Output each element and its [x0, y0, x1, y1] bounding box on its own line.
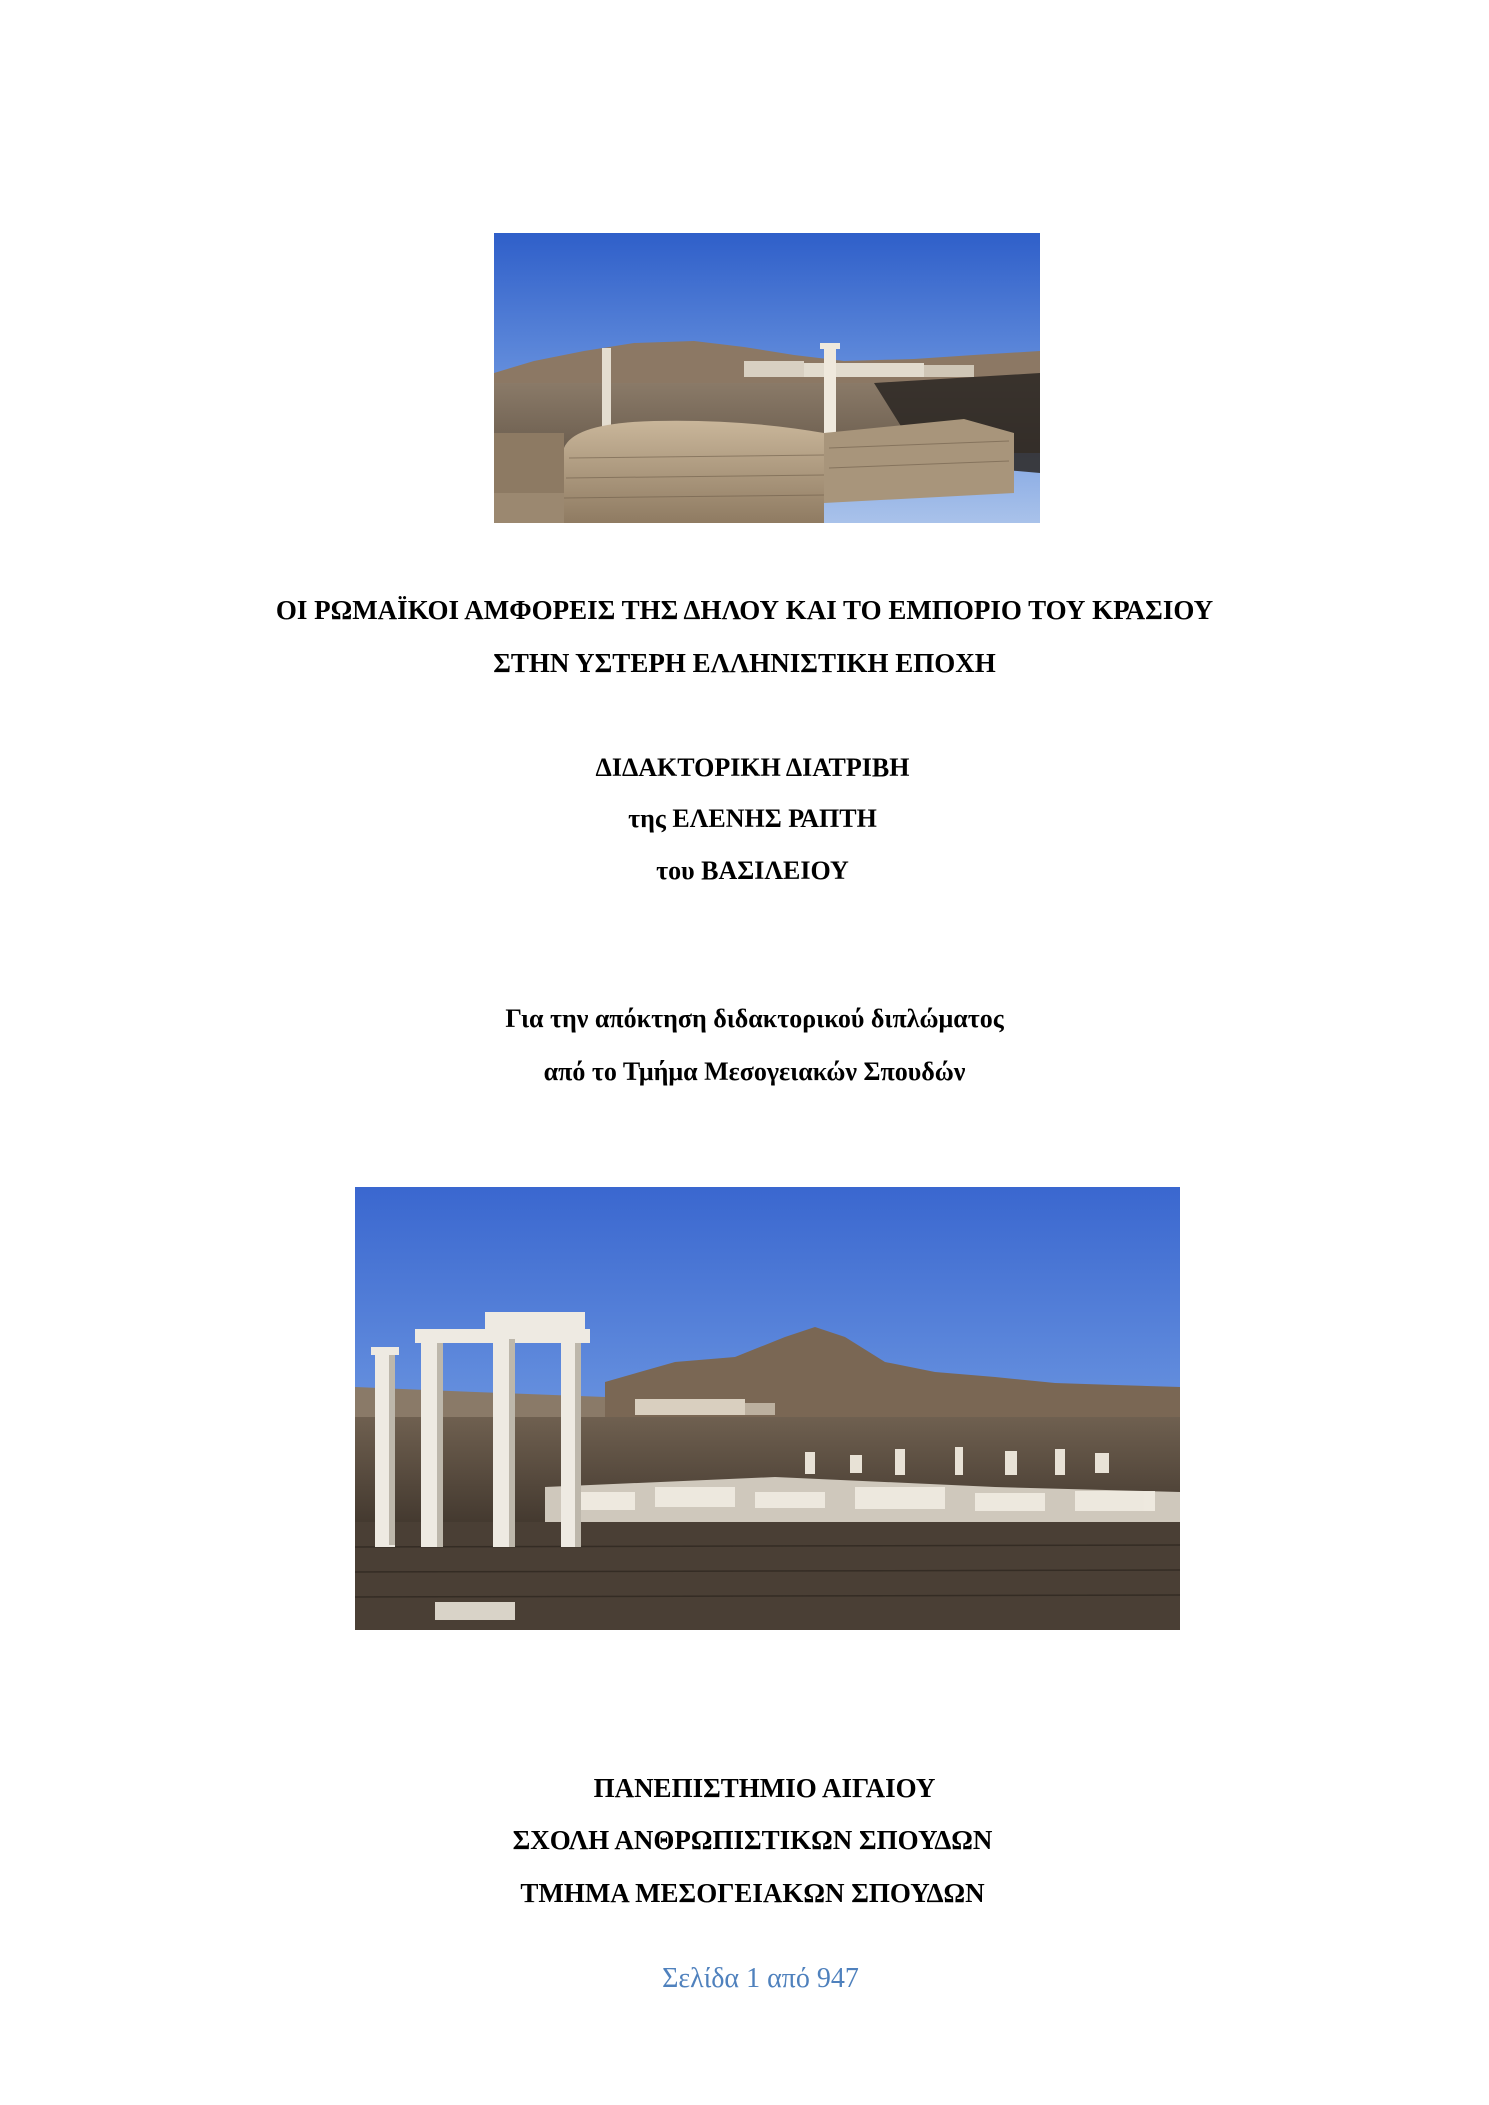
purpose-line-2: από το Τμήμα Μεσογειακών Σπουδών [543, 1057, 966, 1086]
title-line-1: ΟΙ ΡΩΜΑΪΚΟΙ ΑΜΦΟΡΕΙΣ ΤΗΣ ΔΗΛΟΥ ΚΑΙ ΤΟ ΕΜΠΟΡΙΟ ΤΟΥ ΚΡΑΣΙΟΥ [275, 595, 1214, 625]
title-line-2: ΣΤΗΝ ΥΣΤΕΡΗ ΕΛΛΗΝΙΣΤΙΚΗ ΕΠΟΧΗ [493, 648, 996, 678]
author-name: της ΕΛΕΝΗΣ ΡΑΠΤΗ [628, 804, 877, 833]
page-number-footer: Σελίδα 1 από 947 [662, 1963, 859, 1994]
thesis-type: ΔΙΔΑΚΤΟΡΙΚΗ ΔΙΑΤΡΙΒΗ [595, 753, 910, 782]
temple-columns-photo [355, 1187, 1180, 1630]
university-name: ΠΑΝΕΠΙΣΤΗΜΙΟ ΑΙΓΑΙΟΥ [593, 1773, 936, 1803]
ruins-wall-photo [494, 233, 1040, 523]
department-name: ΤΜΗΜΑ ΜΕΣΟΓΕΙΑΚΩΝ ΣΠΟΥΔΩΝ [520, 1878, 985, 1908]
cover-photo-top [494, 233, 1040, 523]
purpose-line-1: Για την απόκτηση διδακτορικού διπλώματος [505, 1004, 1004, 1033]
school-name: ΣΧΟΛΗ ΑΝΘΡΩΠΙΣΤΙΚΩΝ ΣΠΟΥΔΩΝ [512, 1825, 993, 1855]
author-father: του ΒΑΣΙΛΕΙΟΥ [656, 856, 849, 885]
cover-photo-bottom [355, 1187, 1180, 1630]
